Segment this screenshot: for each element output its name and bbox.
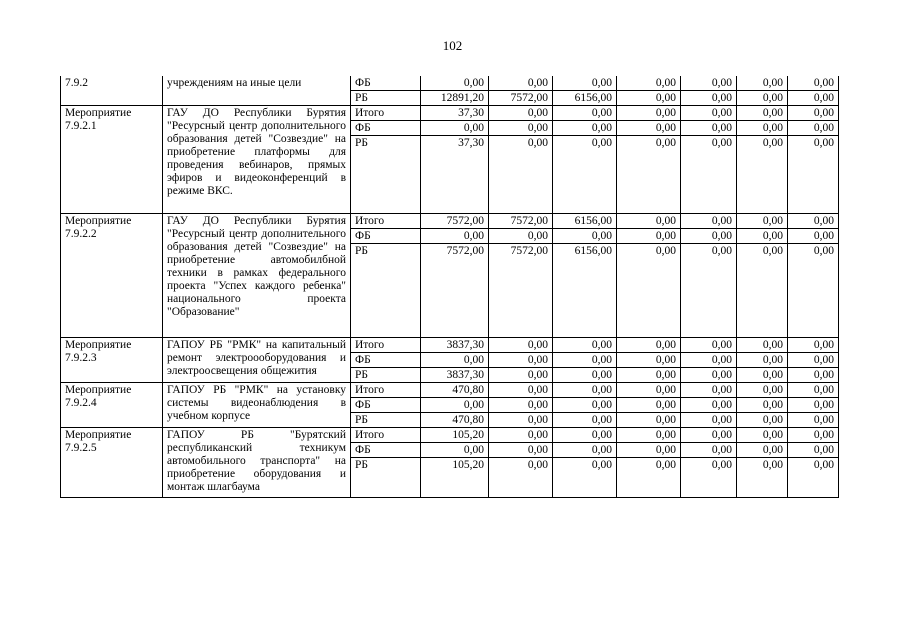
value-cell: 0,00 xyxy=(489,368,553,383)
value-cell: 0,00 xyxy=(617,443,681,458)
value-cell: 0,00 xyxy=(681,368,737,383)
value-cell: 0,00 xyxy=(489,121,553,136)
value-cell: 0,00 xyxy=(489,413,553,428)
value-cell: 0,00 xyxy=(553,136,617,214)
value-cell: 0,00 xyxy=(788,443,839,458)
value-cell: 0,00 xyxy=(681,136,737,214)
value-cell: 0,00 xyxy=(788,91,839,106)
value-cell: 0,00 xyxy=(681,91,737,106)
table-row xyxy=(61,428,839,443)
value-cell: 0,00 xyxy=(617,121,681,136)
value-cell: 0,00 xyxy=(737,229,788,244)
funding-source: ФБ xyxy=(351,398,421,413)
measure-description: ГАПОУ РБ "РМК" на капитальный ремонт электроооборудования и электроосвещения общежития xyxy=(163,338,351,383)
value-cell: 0,00 xyxy=(489,353,553,368)
funding-source: Итого xyxy=(351,428,421,443)
value-cell: 0,00 xyxy=(553,443,617,458)
value-cell: 470,80 xyxy=(421,413,489,428)
budget-table-body xyxy=(61,76,839,498)
value-cell: 0,00 xyxy=(553,428,617,443)
value-cell: 0,00 xyxy=(617,428,681,443)
value-cell: 0,00 xyxy=(681,244,737,338)
value-cell: 0,00 xyxy=(489,106,553,121)
value-cell: 0,00 xyxy=(681,76,737,91)
value-cell: 0,00 xyxy=(617,214,681,229)
value-cell: 0,00 xyxy=(737,458,788,498)
funding-source: РБ xyxy=(351,368,421,383)
value-cell: 0,00 xyxy=(788,398,839,413)
value-cell: 0,00 xyxy=(489,229,553,244)
funding-source: ФБ xyxy=(351,76,421,91)
value-cell: 0,00 xyxy=(788,121,839,136)
value-cell: 0,00 xyxy=(788,229,839,244)
value-cell: 0,00 xyxy=(681,121,737,136)
value-cell: 0,00 xyxy=(553,121,617,136)
value-cell: 0,00 xyxy=(737,443,788,458)
value-cell: 0,00 xyxy=(617,368,681,383)
value-cell: 0,00 xyxy=(737,136,788,214)
funding-source: Итого xyxy=(351,106,421,121)
table-row xyxy=(61,214,839,229)
value-cell: 0,00 xyxy=(788,353,839,368)
funding-source: РБ xyxy=(351,458,421,498)
value-cell: 0,00 xyxy=(421,443,489,458)
value-cell: 0,00 xyxy=(681,229,737,244)
value-cell: 7572,00 xyxy=(489,244,553,338)
value-cell: 0,00 xyxy=(617,383,681,398)
measure-description: ГАПОУ РБ "Бурятский республиканский техникум автомобильного транспорта" на приобретение оборудования и монтаж шлагбаума xyxy=(163,428,351,498)
value-cell: 0,00 xyxy=(737,76,788,91)
value-cell: 0,00 xyxy=(617,76,681,91)
measure-description: ГАУ ДО Республики Бурятия "Ресурсный центр дополнительного образования детей "Созвездие" на приобретение автомобилбной техники в рамках федерального проекта "Успех каждого ребенка" национального проекта "Образование" xyxy=(163,214,351,338)
value-cell: 0,00 xyxy=(617,136,681,214)
value-cell: 0,00 xyxy=(617,338,681,353)
value-cell: 37,30 xyxy=(421,136,489,214)
table-row xyxy=(61,383,839,398)
value-cell: 0,00 xyxy=(788,368,839,383)
value-cell: 0,00 xyxy=(553,106,617,121)
funding-source: ФБ xyxy=(351,443,421,458)
value-cell: 12891,20 xyxy=(421,91,489,106)
value-cell: 0,00 xyxy=(737,428,788,443)
value-cell: 6156,00 xyxy=(553,244,617,338)
measure-description: учреждениям на иные цели xyxy=(163,76,351,106)
value-cell: 105,20 xyxy=(421,458,489,498)
value-cell: 0,00 xyxy=(553,458,617,498)
value-cell: 6156,00 xyxy=(553,214,617,229)
funding-source: РБ xyxy=(351,136,421,214)
value-cell: 0,00 xyxy=(681,398,737,413)
value-cell: 0,00 xyxy=(421,121,489,136)
value-cell: 0,00 xyxy=(737,121,788,136)
value-cell: 0,00 xyxy=(681,338,737,353)
value-cell: 37,30 xyxy=(421,106,489,121)
measure-code: Мероприятие 7.9.2.1 xyxy=(61,106,163,214)
value-cell: 0,00 xyxy=(788,458,839,498)
measure-code: Мероприятие 7.9.2.4 xyxy=(61,383,163,428)
value-cell: 0,00 xyxy=(489,398,553,413)
funding-source: ФБ xyxy=(351,229,421,244)
value-cell: 0,00 xyxy=(737,338,788,353)
value-cell: 0,00 xyxy=(421,229,489,244)
value-cell: 0,00 xyxy=(553,383,617,398)
value-cell: 0,00 xyxy=(421,398,489,413)
value-cell: 0,00 xyxy=(788,214,839,229)
funding-source: ФБ xyxy=(351,121,421,136)
value-cell: 0,00 xyxy=(788,244,839,338)
funding-source: ФБ xyxy=(351,353,421,368)
value-cell: 0,00 xyxy=(489,136,553,214)
value-cell: 0,00 xyxy=(617,229,681,244)
funding-source: Итого xyxy=(351,214,421,229)
funding-source: РБ xyxy=(351,91,421,106)
funding-source: РБ xyxy=(351,244,421,338)
value-cell: 7572,00 xyxy=(489,91,553,106)
value-cell: 0,00 xyxy=(553,398,617,413)
value-cell: 0,00 xyxy=(681,106,737,121)
value-cell: 0,00 xyxy=(553,229,617,244)
measure-code: Мероприятие 7.9.2.3 xyxy=(61,338,163,383)
value-cell: 0,00 xyxy=(681,353,737,368)
value-cell: 0,00 xyxy=(788,428,839,443)
table-row xyxy=(61,76,839,91)
value-cell: 0,00 xyxy=(489,443,553,458)
value-cell: 0,00 xyxy=(788,136,839,214)
value-cell: 0,00 xyxy=(788,413,839,428)
value-cell: 0,00 xyxy=(553,76,617,91)
value-cell: 0,00 xyxy=(737,244,788,338)
value-cell: 0,00 xyxy=(681,458,737,498)
value-cell: 0,00 xyxy=(617,398,681,413)
value-cell: 0,00 xyxy=(737,91,788,106)
value-cell: 3837,30 xyxy=(421,368,489,383)
value-cell: 470,80 xyxy=(421,383,489,398)
value-cell: 0,00 xyxy=(681,383,737,398)
value-cell: 0,00 xyxy=(617,91,681,106)
value-cell: 0,00 xyxy=(617,413,681,428)
page-number: 102 xyxy=(442,38,463,53)
table-row xyxy=(61,106,839,121)
value-cell: 0,00 xyxy=(788,383,839,398)
value-cell: 0,00 xyxy=(788,76,839,91)
value-cell: 0,00 xyxy=(553,413,617,428)
value-cell: 0,00 xyxy=(553,368,617,383)
value-cell: 0,00 xyxy=(737,214,788,229)
value-cell: 0,00 xyxy=(681,428,737,443)
value-cell: 0,00 xyxy=(489,458,553,498)
value-cell: 0,00 xyxy=(617,458,681,498)
measure-description: ГАУ ДО Республики Бурятия "Ресурсный центр дополнительного образования детей "Созвездие" на приобретение платформы для проведения вебинаров, прямых эфиров и видеоконференций в режиме ВКС. xyxy=(163,106,351,214)
value-cell: 0,00 xyxy=(617,353,681,368)
funding-source: РБ xyxy=(351,413,421,428)
table-row xyxy=(61,338,839,353)
measure-code: Мероприятие 7.9.2.5 xyxy=(61,428,163,498)
value-cell: 7572,00 xyxy=(421,244,489,338)
value-cell: 3837,30 xyxy=(421,338,489,353)
measure-description: ГАПОУ РБ "РМК" на установку системы видеонаблюдения в учебном корпусе xyxy=(163,383,351,428)
value-cell: 0,00 xyxy=(421,76,489,91)
measure-code: 7.9.2 xyxy=(61,76,163,106)
value-cell: 0,00 xyxy=(489,76,553,91)
funding-source: Итого xyxy=(351,338,421,353)
value-cell: 0,00 xyxy=(737,398,788,413)
value-cell: 7572,00 xyxy=(421,214,489,229)
measure-code: Мероприятие 7.9.2.2 xyxy=(61,214,163,338)
value-cell: 0,00 xyxy=(737,353,788,368)
value-cell: 0,00 xyxy=(681,443,737,458)
value-cell: 0,00 xyxy=(788,338,839,353)
value-cell: 0,00 xyxy=(681,413,737,428)
budget-table xyxy=(60,76,839,498)
funding-source: Итого xyxy=(351,383,421,398)
value-cell: 105,20 xyxy=(421,428,489,443)
value-cell: 0,00 xyxy=(421,353,489,368)
value-cell: 0,00 xyxy=(617,244,681,338)
value-cell: 0,00 xyxy=(489,428,553,443)
value-cell: 0,00 xyxy=(737,413,788,428)
value-cell: 0,00 xyxy=(737,383,788,398)
value-cell: 7572,00 xyxy=(489,214,553,229)
value-cell: 0,00 xyxy=(788,106,839,121)
value-cell: 0,00 xyxy=(617,106,681,121)
value-cell: 0,00 xyxy=(489,338,553,353)
value-cell: 0,00 xyxy=(737,106,788,121)
value-cell: 0,00 xyxy=(553,338,617,353)
value-cell: 6156,00 xyxy=(553,91,617,106)
value-cell: 0,00 xyxy=(489,383,553,398)
value-cell: 0,00 xyxy=(681,214,737,229)
value-cell: 0,00 xyxy=(553,353,617,368)
value-cell: 0,00 xyxy=(737,368,788,383)
